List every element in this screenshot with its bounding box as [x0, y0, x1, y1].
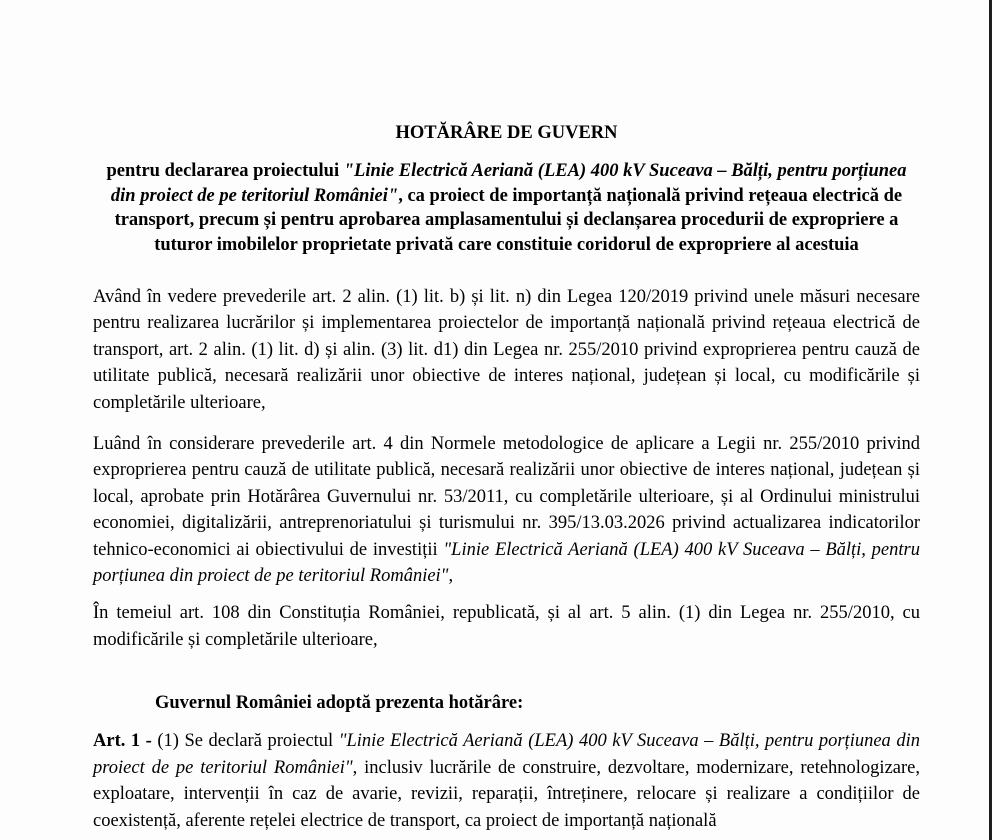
article-1-label: Art. 1 -	[93, 731, 152, 752]
preamble-paragraph-2	[93, 431, 920, 589]
subtitle-prefix: pentru declararea proiectului	[106, 161, 344, 181]
paragraph-2-project-name: "Linie Electrică Aeriană (LEA) 400 kV Suceava – Bălți, pentru porțiunea din proiect de pe teritoriul României"	[93, 539, 920, 587]
document-body	[93, 121, 920, 834]
paragraph-2-tail: ,	[448, 566, 454, 587]
article-1-lead: (1) Se declară proiectul	[151, 731, 339, 752]
subtitle-suffix: , ca proiect de importanță națională privind rețeaua electrică de transport, precum și pentru aprobarea amplasamentului și declanșarea procedurii de expropriere a tuturor imobilelor proprietate privată care constituie coridorul de expropriere al acestuia	[114, 185, 903, 255]
preamble-paragraph-1: Având în vedere prevederile art. 2 alin. (1) lit. b) și lit. n) din Legea 120/2019 privind unele măsuri necesare pentru realizarea lucrărilor și implementarea proiectelor de importanță națională privind rețeaua electrică de transport, art. 2 alin. (1) lit. d) și alin. (3) lit. d1) din Legea nr. 255/2010 privind exproprierea pentru cauză de utilitate publică, necesară realizării unor obiective de interes național, județean și local, cu modificările și completările ulterioare,	[93, 287, 920, 413]
article-1	[93, 728, 920, 834]
document-subtitle	[93, 159, 920, 257]
paragraph-2-text: Luând în considerare prevederile art. 4 din Normele metodologice de aplicare a Legii nr. 255/2010 privind exproprierea pentru cauză de utilitate publică, necesară realizării unor obiective de interes național, județean și local, aprobate prin Hotărârea Guvernului nr. 53/2011, cu completările ulterioare, și al Ordinului ministrului economiei, digitalizării, antreprenoriatului și turismului nr. 395/13.03.2026 privind actualizarea indicatorilor tehnico-economici ai obiectivului de investiții	[93, 434, 920, 560]
article-1-text: , inclusiv lucrările de construire, dezvoltare, modernizare, retehnologizare, exploatare, intervenții în caz de avarie, revizii, reparații, întreținere, relocare și realizare a condițiilor de coexistență, aferente rețelei electrice de transport, ca proiect de importanță națională	[93, 757, 920, 831]
article-1-project-name: "Linie Electrică Aeriană (LEA) 400 kV Suceava – Bălți, pentru porțiunea din proiect de pe teritoriul României"	[93, 731, 920, 778]
adoption-heading: Guvernul României adoptă prezenta hotărâre:	[155, 693, 524, 714]
preamble-paragraph-3: În temeiul art. 108 din Constituția României, republicată, și al art. 5 alin. (1) din Legea nr. 255/2010, cu modificările și completările ulterioare,	[93, 603, 920, 650]
subtitle-project-name: "Linie Electrică Aeriană (LEA) 400 kV Suceava – Bălți, pentru porțiunea din proiect de pe teritoriul României"	[110, 161, 907, 206]
document-title: HOTĂRÂRE DE GUVERN	[395, 123, 618, 143]
